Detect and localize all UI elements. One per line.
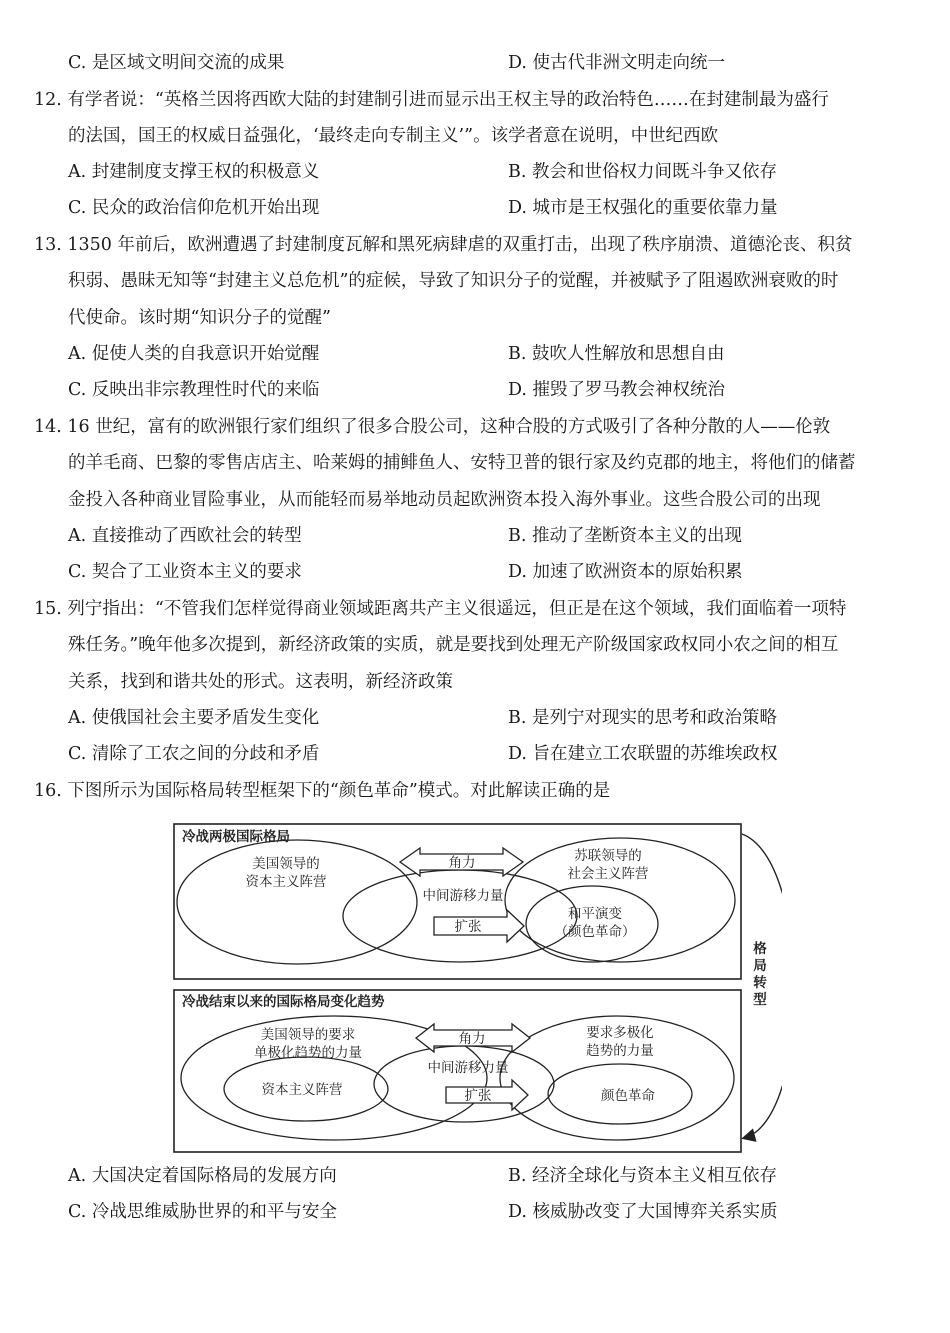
q12-stem-line-2: 的法国，国王的权威日益强化，‘最终走向专制主义’”。该学者意在说明，中世纪西欧 xyxy=(68,126,719,146)
us-camp-label-2: 资本主义阵营 xyxy=(245,874,327,890)
soviet-camp-label-2: 社会主义阵营 xyxy=(567,866,649,882)
q14-stem-line-2: 的羊毛商、巴黎的零售店店主、哈莱姆的捕鲱鱼人、安特卫普的银行家及约克郡的地主，将他们的储蓄 xyxy=(68,453,856,473)
q13-option-a: A. 促使人类的自我意识开始觉醒 xyxy=(68,344,320,364)
q16-option-a: A. 大国决定着国际格局的发展方向 xyxy=(68,1166,337,1186)
transition-label-1: 格 xyxy=(753,941,767,957)
q11-option-c: C. 是区域文明间交流的成果 xyxy=(68,53,285,73)
top-rivalry-label: 角力 xyxy=(448,855,476,871)
q12-stem-line-1: 12. 有学者说：“英格兰因将西欧大陆的封建制引进而显示出王权主导的政治特色……在封建制最为盛行 xyxy=(34,90,829,110)
q15-option-c: C. 清除了工农之间的分歧和矛盾 xyxy=(68,744,320,764)
multipolar-force-label-1: 要求多极化 xyxy=(586,1025,654,1041)
q14-option-c: C. 契合了工业资本主义的要求 xyxy=(68,562,302,582)
q15-option-b: B. 是列宁对现实的思考和政治策略 xyxy=(508,708,777,728)
unipolar-force-label-1: 美国领导的要求 xyxy=(260,1027,356,1043)
q15-stem-line-1: 15. 列宁指出：“不管我们怎样觉得商业领域距离共产主义很遥远，但正是在这个领域，我们面临着一项特 xyxy=(34,599,847,619)
q12-option-d: D. 城市是王权强化的重要依靠力量 xyxy=(508,198,778,218)
multipolar-force-label-2: 趋势的力量 xyxy=(586,1043,654,1059)
top-panel-title: 冷战两极国际格局 xyxy=(182,829,290,845)
q16-option-d: D. 核威胁改变了大国博弈关系实质 xyxy=(508,1202,778,1222)
q13-stem-line-2: 积弱、愚昧无知等“封建主义总危机”的症候，导致了知识分子的觉醒，并被赋予了阻遏欧洲衰败的时 xyxy=(68,271,839,291)
transition-label-2: 局 xyxy=(753,958,767,974)
q12-option-a: A. 封建制度支撑王权的积极意义 xyxy=(68,162,320,182)
capitalist-camp-label: 资本主义阵营 xyxy=(261,1082,343,1098)
bottom-panel-title: 冷战结束以来的国际格局变化趋势 xyxy=(182,994,385,1010)
q14-option-b: B. 推动了垄断资本主义的出现 xyxy=(508,526,742,546)
q14-option-a: A. 直接推动了西欧社会的转型 xyxy=(68,526,302,546)
q13-option-d: D. 摧毁了罗马教会神权统治 xyxy=(508,380,726,400)
q13-option-b: B. 鼓吹人性解放和思想自由 xyxy=(508,344,725,364)
q14-stem-line-3: 金投入各种商业冒险事业，从而能轻而易举地动员起欧洲资本投入海外事业。这些合股公司的出现 xyxy=(68,490,821,510)
q13-stem-line-1: 13. 1350 年前后，欧洲遭遇了封建制度瓦解和黑死病肆虐的双重打击，出现了秩序崩溃、道德沦丧、积贫 xyxy=(34,235,853,255)
top-middle-force-label: 中间游移力量 xyxy=(422,888,504,904)
bottom-middle-force-label: 中间游移力量 xyxy=(427,1060,509,1076)
peaceful-evolution-label-1: 和平演变 xyxy=(568,906,622,922)
top-expansion-label: 扩张 xyxy=(454,919,482,935)
q16-option-c: C. 冷战思维威胁世界的和平与安全 xyxy=(68,1202,337,1222)
q16-option-b: B. 经济全球化与资本主义相互依存 xyxy=(508,1166,777,1186)
q15-stem-line-3: 关系，找到和谐共处的形式。这表明，新经济政策 xyxy=(68,672,453,692)
q16-stem: 16. 下图所示为国际格局转型框架下的“颜色革命”模式。对此解读正确的是 xyxy=(34,781,611,801)
unipolar-force-label-2: 单极化趋势的力量 xyxy=(254,1045,362,1061)
q11-option-d: D. 使古代非洲文明走向统一 xyxy=(508,53,726,73)
q15-option-d: D. 旨在建立工农联盟的苏维埃政权 xyxy=(508,744,778,764)
q13-stem-line-3: 代使命。该时期“知识分子的觉醒” xyxy=(68,308,331,328)
q15-stem-line-2: 殊任务。”晚年他多次提到，新经济政策的实质，就是要找到处理无产阶级国家政权同小农之间的相互 xyxy=(68,635,839,655)
transition-label-4: 型 xyxy=(753,992,767,1008)
soviet-camp-label-1: 苏联领导的 xyxy=(574,848,642,864)
bottom-rivalry-label: 角力 xyxy=(458,1031,486,1047)
q15-option-a: A. 使俄国社会主要矛盾发生变化 xyxy=(68,708,320,728)
bottom-expansion-label: 扩张 xyxy=(464,1088,492,1104)
q12-option-b: B. 教会和世俗权力间既斗争又依存 xyxy=(508,162,777,182)
pattern-diagram xyxy=(172,820,782,1156)
color-revolution-label: 颜色革命 xyxy=(601,1088,655,1104)
q14-stem-line-1: 14. 16 世纪，富有的欧洲银行家们组织了很多合股公司，这种合股的方式吸引了各种分散的人——伦敦 xyxy=(34,417,831,437)
q14-option-d: D. 加速了欧洲资本的原始积累 xyxy=(508,562,743,582)
us-camp-label-1: 美国领导的 xyxy=(252,856,320,872)
q13-option-c: C. 反映出非宗教理性时代的来临 xyxy=(68,380,320,400)
peaceful-evolution-label-2: （颜色革命） xyxy=(554,924,636,940)
transition-label-3: 转 xyxy=(753,975,767,991)
q12-option-c: C. 民众的政治信仰危机开始出现 xyxy=(68,198,320,218)
